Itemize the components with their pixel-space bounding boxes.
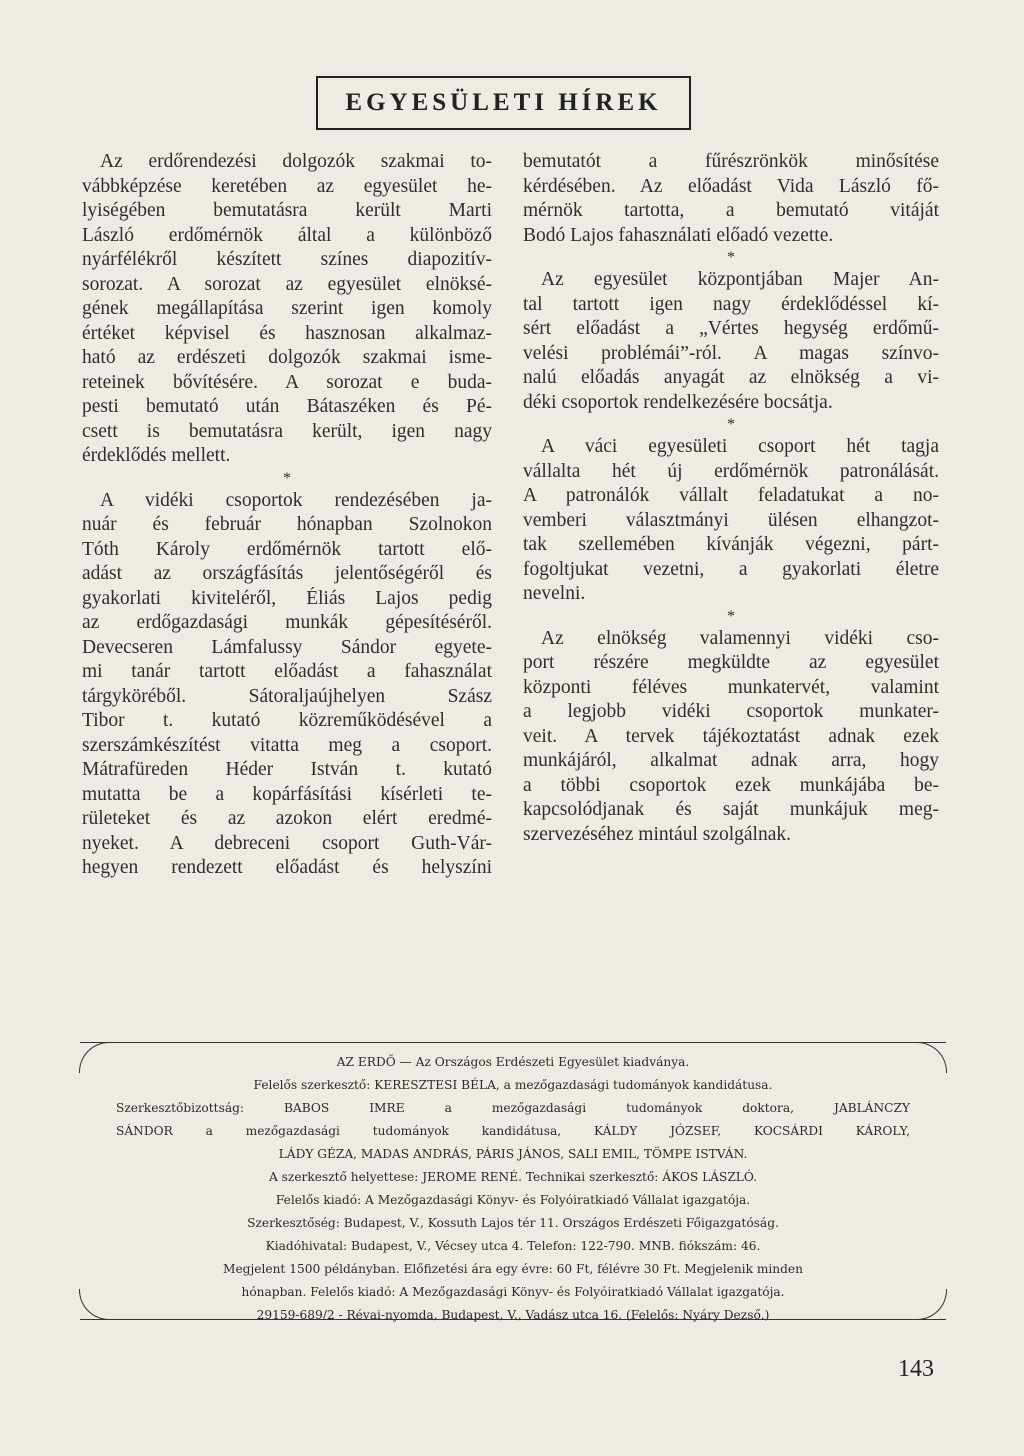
text-line: sért előadást a „Vértes hegység erdőmű-: [523, 318, 939, 339]
text-line: A vidéki csoportok rendezésében ja-: [100, 489, 492, 511]
imprint-line: hónapban. Felelős kiadó: A Mezőgazdasági Könyv- és Folyóiratkiadó Vállalat igazgatója.: [241, 1285, 785, 1299]
text-line: a többi csoportok ezek munkájába be-: [523, 774, 939, 796]
text-line: Devecseren Lámfalussy Sándor egyete-: [82, 636, 492, 658]
text-line: értéket képvisel és hasznosan alkalmaz-: [82, 322, 492, 344]
section-separator: *: [283, 469, 291, 487]
text-line: gyakorlati kiviteléről, Éliás Lajos pedig: [82, 587, 492, 609]
text-line: kérdésében. Az előadást Vida László fő-: [523, 175, 939, 197]
text-line: László erdőmérnök által a különböző: [82, 224, 492, 246]
imprint-line: LÁDY GÉZA, MADAS ANDRÁS, PÁRIS JÁNOS, SALI EMIL, TÖMPE ISTVÁN.: [278, 1147, 748, 1161]
text-line: bemutatót a fűrészrönkök minősítése: [523, 151, 939, 172]
text-line: csett is bemutatásra került, igen nagy: [82, 420, 492, 442]
text-line: sorozat. A sorozat az egyesület elnöksé-: [82, 273, 492, 295]
imprint-line: Szerkesztőbizottság: BABOS IMRE a mezőgazdasági tudományok doktora, JABLÁNCZY: [116, 1101, 910, 1115]
text-line: déki csoportok rendelkezésére bocsátja.: [523, 391, 833, 413]
text-line: kapcsolódjanak és saját munkájuk meg-: [523, 799, 939, 820]
text-line: reteinek bővítésére. A sorozat e buda-: [82, 371, 492, 393]
text-line: Tóth Károly erdőmérnök tartott elő-: [82, 538, 492, 560]
text-line: a legjobb vidéki csoportok munkater-: [523, 701, 939, 722]
imprint-line: SÁNDOR a mezőgazdasági tudományok kandidátusa, KÁLDY JÓZSEF, KOCSÁRDI KÁROLY,: [116, 1124, 910, 1138]
text-line: nuár és február hónapban Szolnokon: [82, 514, 492, 535]
text-line: nyárfélékről készített színes diapozitív-: [82, 249, 492, 270]
text-line: mutatta be a kopárfásítási kísérleti te-: [82, 783, 492, 805]
text-line: A patronálók vállalt feladatukat a no-: [523, 485, 939, 506]
text-line: pesti bemutató után Bátaszéken és Pé-: [82, 396, 492, 417]
text-line: mi tanár tartott előadást a fahasználat: [82, 661, 492, 682]
text-line: Az elnökség valamennyi vidéki cso-: [541, 627, 939, 649]
text-line: vemberi választmányi ülésen elhangzot-: [523, 509, 939, 531]
section-heading: EGYESÜLETI HÍREK: [345, 89, 662, 116]
text-line: szerszámkészítést vitatta meg a csoport.: [82, 734, 492, 756]
right-column: [523, 150, 939, 847]
imprint-line: Felelős kiadó: A Mezőgazdasági Könyv- és Folyóiratkiadó Vállalat igazgatója.: [275, 1193, 751, 1207]
text-line: nalú előadás anyagát az elnökség a vi-: [523, 367, 939, 388]
text-line: nevelni.: [523, 583, 586, 604]
text-line: szervezéséhez mintául szolgálnak.: [523, 823, 792, 845]
imprint-corner: [79, 1289, 110, 1320]
text-line: gének megállapítása szerint igen komoly: [82, 298, 492, 319]
imprint-line: AZ ERDŐ — Az Országos Erdészeti Egyesület kiadványa.: [336, 1055, 690, 1069]
imprint-line: Megjelent 1500 példányban. Előfizetési ára egy évre: 60 Ft, félévre 30 Ft. Megjelenik minden: [222, 1262, 803, 1276]
text-line: Az egyesület központjában Majer An-: [541, 269, 939, 290]
imprint-line: Szerkesztőség: Budapest, V., Kossuth Lajos tér 11. Országos Erdészeti Főigazgatóság.: [247, 1216, 779, 1230]
imprint-corner: [916, 1289, 947, 1320]
imprint-line: 29159-689/2 - Révai-nyomda, Budapest, V., Vadász utca 16. (Felelős: Nyáry Dezső.): [256, 1308, 770, 1322]
text-line: Bodó Lajos fahasználati előadó vezette.: [523, 224, 834, 246]
text-line: nyeket. A debreceni csoport Guth-Vár-: [82, 832, 492, 854]
section-heading-box: [316, 76, 691, 130]
text-line: velési problémái”-ról. A magas színvo-: [523, 342, 939, 364]
text-line: tak szellemében kívánják végezni, párt-: [523, 534, 939, 555]
text-line: veit. A tervek tájékoztatást adnak ezek: [523, 725, 939, 747]
page-number: 143: [898, 1356, 934, 1382]
section-separator: *: [727, 607, 735, 625]
text-line: tárgyköréből. Sátoraljaújhelyen Szász: [82, 685, 492, 707]
imprint-line: Felelős szerkesztő: KERESZTESI BÉLA, a mezőgazdasági tudományok kandidátusa.: [253, 1078, 773, 1092]
text-line: rületeket és az azokon elért eredmé-: [82, 808, 492, 829]
imprint-line: A szerkesztő helyettese: JEROME RENÉ. Technikai szerkesztő: ÁKOS LÁSZLÓ.: [268, 1170, 758, 1184]
text-line: A váci egyesületi csoport hét tagja: [541, 436, 939, 457]
text-line: lyiségében bemutatásra került Marti: [82, 200, 492, 221]
text-line: adást az országfásítás jelentőségéről és: [82, 563, 492, 584]
text-line: hegyen rendezett előadást és helyszíni: [82, 857, 492, 878]
text-line: Mátrafüreden Héder István t. kutató: [82, 759, 492, 780]
text-line: Tibor t. kutató közreműködésével a: [82, 710, 492, 731]
text-line: fogoltjukat vezetni, a gyakorlati életre: [523, 558, 939, 580]
text-line: az erdőgazdasági munkák gépesítéséről.: [82, 612, 492, 633]
text-line: vállalta hét új erdőmérnök patronálását.: [523, 460, 939, 482]
imprint-line: Kiadóhivatal: Budapest, V., Vécsey utca 4. Telefon: 122-790. MNB. fiókszám: 46.: [265, 1239, 761, 1253]
text-line: munkájáról, alkalmat adnak arra, hogy: [523, 750, 939, 771]
text-line: port részére megküldte az egyesület: [523, 652, 939, 673]
text-line: mérnök tartotta, a bemutató vitáját: [523, 200, 939, 221]
section-separator: *: [727, 249, 735, 266]
text-line: ható az erdészeti dolgozók szakmai isme-: [82, 347, 492, 368]
text-line: tal tartott igen nagy érdeklődéssel kí-: [523, 293, 939, 315]
imprint-corner: [79, 1042, 110, 1073]
section-separator: *: [727, 416, 735, 433]
text-line: vábbképzése keretében az egyesület he-: [82, 175, 492, 197]
imprint-corner: [916, 1042, 947, 1073]
text-line: központi féléves munkatervét, valamint: [523, 676, 939, 698]
text-line: érdeklődés mellett.: [82, 445, 231, 466]
text-line: Az erdőrendezési dolgozók szakmai to-: [100, 151, 492, 172]
left-column: [82, 150, 492, 881]
imprint-box: [80, 1042, 946, 1320]
